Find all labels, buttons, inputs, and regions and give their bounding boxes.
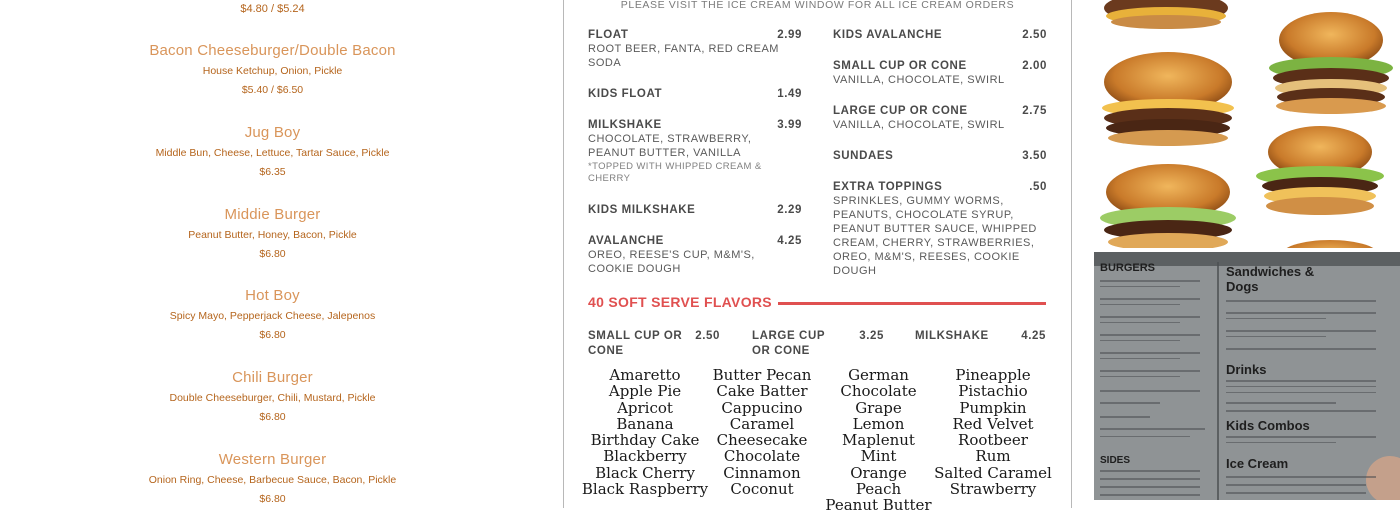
burger-photo: [1269, 12, 1393, 114]
flavor: Maplenut: [842, 431, 915, 450]
menu-item: [588, 235, 802, 276]
menu-item: [833, 105, 1047, 132]
burger-name: Western Burger: [218, 451, 327, 468]
flavor: Black Cherry: [595, 463, 695, 482]
item-price: 2.99: [777, 29, 802, 41]
flavor: Pumpkin: [959, 398, 1027, 417]
item-price: 3.50: [1022, 150, 1047, 162]
item-footnote: *TOPPED WITH WHIPPED CREAM & CHERRY: [588, 161, 762, 184]
item-description: ROOT BEER, FANTA, RED CREAM SODA: [588, 43, 779, 69]
soft-serve-title: 40 SOFT SERVE FLAVORS: [588, 294, 772, 310]
flavor: Cinnamon: [723, 463, 801, 482]
ice-cream-menu-panel: [563, 0, 1072, 514]
item-name: SMALL CUP OR CONE: [833, 60, 967, 72]
burger-description: Double Cheeseburger, Chili, Mustard, Pickle: [169, 392, 376, 404]
burger-item: [0, 369, 545, 423]
flavor: Black Raspberry: [581, 480, 709, 499]
item-name: KIDS AVALANCHE: [833, 29, 943, 41]
flavor: Apple Pie: [608, 382, 682, 401]
flavor: Rum: [975, 447, 1011, 466]
flavor: Blackberry: [603, 447, 687, 466]
flavor: German Chocolate: [840, 366, 917, 401]
burger-photo: [1102, 52, 1234, 146]
burger-name: Middie Burger: [224, 206, 321, 223]
menu-item: [588, 119, 802, 185]
size-name: MILKSHAKE: [915, 330, 989, 342]
item-name: AVALANCHE: [588, 235, 664, 247]
soft-serve-header: [588, 294, 1046, 310]
ice-cream-window-note: PLEASE VISIT THE ICE CREAM WINDOW FOR ALL ICE CREAM ORDERS: [620, 0, 1015, 11]
menu-item: [833, 29, 1047, 41]
flavor: Cake Batter: [716, 382, 808, 401]
burger-price: $6.35: [259, 166, 286, 178]
menu-heading: Ice Cream: [1226, 456, 1289, 471]
menu-item: [833, 181, 1047, 278]
item-description: OREO, REESE'S CUP, M&M'S, COOKIE DOUGH: [588, 249, 755, 275]
item-price: 2.50: [1022, 29, 1047, 41]
burger-price: $6.80: [259, 411, 286, 423]
item-name: LARGE CUP OR CONE: [833, 105, 968, 117]
burger-description: Spicy Mayo, Pepperjack Cheese, Jalepenos: [169, 310, 376, 322]
menu-heading: SIDES: [1100, 455, 1131, 466]
menu-item: [833, 150, 1047, 162]
burger-photo: [1280, 240, 1380, 248]
flavor: Red Velvet: [952, 414, 1034, 433]
menu-item: [833, 60, 1047, 87]
burger-item: [0, 451, 545, 505]
item-price: 4.25: [777, 235, 802, 247]
burger-price: $6.80: [259, 493, 286, 505]
item-price: 1.49: [777, 88, 802, 100]
flavor: Strawberry: [949, 480, 1037, 499]
menu-heading: Dogs: [1226, 279, 1259, 294]
burger-item: [0, 287, 545, 341]
flavor: Cheesecake: [716, 431, 808, 450]
burger-photo-collage: [1094, 0, 1400, 248]
size-price: [752, 329, 884, 359]
menu-heading: Sandwiches &: [1226, 264, 1315, 279]
menu-item: [588, 204, 802, 216]
burger-price: $6.80: [259, 248, 286, 260]
item-price: 2.29: [777, 204, 802, 216]
item-price: 2.00: [1022, 60, 1047, 72]
flavor: Salted Caramel: [934, 463, 1052, 482]
burger-photo: [1104, 0, 1228, 29]
flavor-column: [580, 367, 710, 497]
burger-menu-column: [0, 0, 545, 505]
burger-photo: [1100, 164, 1236, 248]
menu-board-photo: [1094, 252, 1400, 500]
item-name: MILKSHAKE: [588, 119, 662, 131]
burger-name: Chili Burger: [232, 369, 313, 386]
flavor: Chocolate: [723, 447, 801, 466]
menu-item: [588, 29, 802, 70]
size-name: SMALL CUP OR CONE: [588, 330, 683, 357]
burger-photo: [1256, 126, 1384, 215]
item-name: FLOAT: [588, 29, 629, 41]
flavor: Apricot: [617, 398, 673, 417]
flavor: Caramel: [729, 414, 795, 433]
flavor: Butter Pecan: [712, 366, 812, 384]
burger-name: Hot Boy: [245, 287, 300, 304]
flavor: Pineapple: [955, 366, 1031, 384]
item-description: SPRINKLES, GUMMY WORMS, PEANUTS, CHOCOLATE SYRUP, PEANUT BUTTER SAUCE, WHIPPED CREAM, CHERRY, STRAWBERRIES, OREO, M&M'S, REESES, COOKIE DOUGH: [833, 195, 1037, 277]
flavor: Peanut Butter: [825, 496, 932, 514]
menu-item: [588, 88, 802, 100]
item-name: KIDS FLOAT: [588, 88, 663, 100]
flavor: Pistachio: [958, 382, 1028, 401]
flavor: Grape: [855, 398, 902, 417]
flavor-column: [707, 367, 817, 497]
size-price-value: 3.25: [859, 330, 884, 342]
flavor-column: [811, 367, 946, 514]
menu-heading: Drinks: [1226, 362, 1267, 377]
burger-photo: [1094, 0, 1400, 248]
burger-item: [0, 42, 545, 96]
menu-heading: BURGERS: [1100, 262, 1156, 274]
burger-item: [0, 206, 545, 260]
burger-description: House Ketchup, Onion, Pickle: [202, 65, 343, 77]
item-price: 3.99: [777, 119, 802, 131]
item-description: VANILLA, CHOCOLATE, SWIRL: [833, 74, 1005, 86]
burger-description: Middle Bun, Cheese, Lettuce, Tartar Sauce, Pickle: [155, 147, 390, 159]
menu-heading: Kids Combos: [1226, 418, 1310, 433]
flavor: Birthday Cake: [590, 431, 700, 450]
size-price: [915, 329, 1046, 344]
item-name: KIDS MILKSHAKE: [588, 204, 696, 216]
flavor-column: [933, 367, 1053, 497]
burger-item: [0, 124, 545, 178]
burger-price: $6.80: [259, 329, 286, 341]
flavor: Banana: [616, 414, 674, 433]
flavor: Orange: [850, 463, 907, 482]
size-price-value: 4.25: [1021, 330, 1046, 342]
item-name: EXTRA TOPPINGS: [833, 181, 943, 193]
flavor: Amaretto: [609, 366, 681, 384]
size-name: LARGE CUP OR CONE: [752, 330, 825, 357]
item-description: VANILLA, CHOCOLATE, SWIRL: [833, 119, 1005, 131]
burger-price: $5.40 / $6.50: [241, 84, 304, 96]
burger-name: Bacon Cheeseburger/Double Bacon: [149, 42, 396, 59]
burger-name: Jug Boy: [244, 124, 301, 141]
flavor: Rootbeer: [958, 431, 1028, 450]
burger-description: Onion Ring, Cheese, Barbecue Sauce, Bacon, Pickle: [148, 474, 397, 486]
flavor: Lemon: [852, 414, 905, 433]
flavor: Peach: [855, 480, 902, 499]
header-rule: [778, 302, 1046, 305]
burger-price: $4.80 / $5.24: [240, 3, 305, 15]
item-name: SUNDAES: [833, 150, 894, 162]
item-description: CHOCOLATE, STRAWBERRY, PEANUT BUTTER, VANILLA: [588, 133, 752, 159]
flavor: Coconut: [730, 480, 794, 499]
burger-description: Peanut Butter, Honey, Bacon, Pickle: [188, 229, 357, 241]
flavor: Mint: [860, 447, 897, 466]
item-price: .50: [1029, 181, 1047, 193]
item-price: 2.75: [1022, 105, 1047, 117]
flavor: Cappucino: [721, 398, 803, 417]
size-price: [588, 329, 720, 359]
size-price-value: 2.50: [695, 330, 720, 342]
